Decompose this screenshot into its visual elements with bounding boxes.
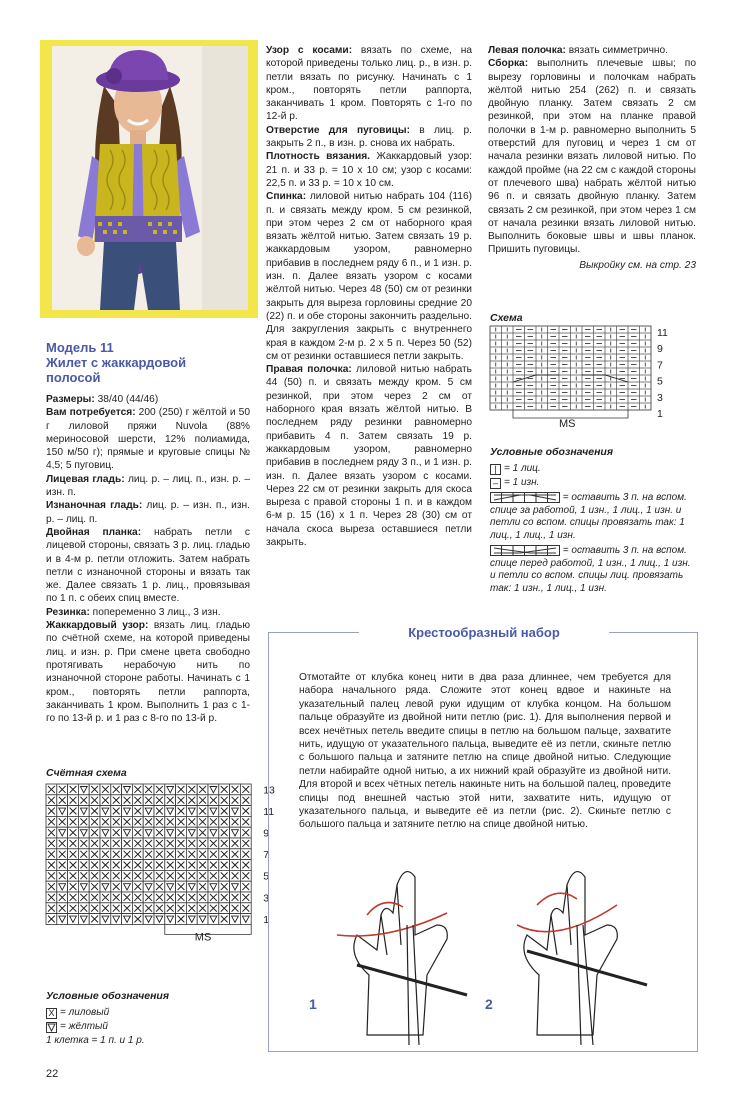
model-number: Модель 11	[46, 340, 114, 355]
counting-chart	[40, 780, 275, 980]
materials-value: 200 (250) г жёлтой и 50 г лиловой пряжи Nuvola (88% мериносовой шерсти, 12% полиамида, 150 м/50 г); прямые и круговые спицы № 4,5; 5 пуговиц.	[46, 407, 250, 472]
page-number: 22	[46, 1068, 59, 1080]
legend-purl-text: = 1 изн.	[504, 477, 540, 488]
legend-yellow	[46, 1020, 256, 1034]
hand-figure-1	[337, 872, 467, 1045]
purl-symbol-box: –	[490, 478, 501, 489]
scheme-row-label: 5	[657, 375, 663, 388]
chart-ms-label: MS	[194, 931, 212, 944]
figure-1-number: 1	[309, 996, 317, 1012]
left-column	[46, 340, 250, 725]
cross-back-symbol	[490, 492, 560, 503]
legend-purl	[490, 476, 698, 490]
drop-symbol-box	[46, 1022, 57, 1033]
sizes-value: 38/40 (44/46)	[94, 394, 159, 405]
scheme-row-label: 11	[657, 327, 668, 339]
sizes-paragraph	[46, 393, 250, 406]
scheme-legend-title: Условные обозначения	[490, 446, 614, 458]
pattern-reference: Выкройку см. на стр. 23	[579, 259, 696, 271]
model-name-line2: полосой	[46, 370, 101, 385]
density-paragraph	[266, 150, 472, 190]
buttonhole-label: Отверстие для пуговицы:	[266, 124, 410, 136]
cast-on-illustrations	[297, 855, 677, 1045]
legend-cell-text: 1 клетка = 1 п. и 1 р.	[46, 1035, 145, 1046]
chart-row-label: 5	[263, 870, 270, 883]
double-band-value: набрать петли с лицевой стороны, связать 3 р. лиц. гладью и в 4-м р. петли отложить. Затем набрать петли с изнаночной стороны и вязать так же. Далее связать 1 р. лиц., провязывая по 1 п. с обеих спиц вместе.	[46, 526, 250, 605]
assembly-label: Сборка:	[488, 58, 529, 70]
purl-stitch-paragraph	[46, 499, 250, 526]
model-photo	[40, 40, 258, 318]
jacquard-value: вязать лиц. гладью по счётной схеме, на которой приведены лиц. и изн. р. При смене цвета свободно протягивать нерабочую нить по изнаночной стороне работы. Начинать с 1 кром., повторять петли раппорта, заканчивать 1 кром. Выполнить 1 раз с 1-го по 13-й р. и 1 раз с 8-го по 13-й р.	[46, 620, 251, 725]
cable-label: Узор с косами:	[266, 45, 353, 56]
knit-symbol-box: |	[490, 464, 501, 475]
left-front-value: вязать симметрично.	[565, 45, 669, 56]
photo-image	[52, 46, 248, 310]
cable-value: вязать по схеме, на которой приведены только лиц. р., в изн. р. петли вязать по рисунку. Начинать с 1 кром., повторять петли раппорта, заканчивать 1 кром. Повторять с 1-го по 12-й р.	[266, 45, 472, 123]
sizes-label: Размеры:	[46, 394, 95, 405]
legend-yellow-text: = жёлтый	[60, 1021, 108, 1032]
rib-paragraph	[46, 606, 250, 619]
legend-cross-back	[490, 492, 698, 542]
middle-column	[266, 44, 472, 549]
rib-value: попеременно 3 лиц., 3 изн.	[89, 606, 221, 618]
right-front-label: Правая полочка:	[266, 364, 352, 376]
right-column	[488, 44, 696, 272]
materials-paragraph	[46, 406, 250, 472]
face-stitch-value: лиц. р. – лиц. п., изн. р. – изн. п.	[46, 473, 250, 499]
scheme-row-label: 7	[657, 359, 663, 372]
legend-purple	[46, 1006, 256, 1020]
legend-cross-back-text: = оставить 3 п. на вспом. спице за работой, 1 изн., 1 лиц., 1 изн. и петли со вспом. спицы провязать так: 1 лиц., 1 лиц., 1 изн.	[490, 492, 687, 541]
chart-row-label: 3	[263, 892, 270, 905]
jacquard-paragraph	[46, 619, 250, 725]
materials-label: Вам потребуется:	[46, 407, 136, 419]
counting-chart-title: Счётная схема	[46, 767, 127, 779]
assembly-value: выполнить плечевые швы; по вырезу горловины и полочкам набрать жёлтой нитью 254 (262) п. и связать двойную планку. Затем связать 2 см резинкой, при этом на планке правой полочки в 1-м р. равномерно выполнить 5 отверстий для пуговиц и через 1 см от начала резинки вязать лиловой нитью. По каждой пройме (на 22 см с каждой стороны от плечевого шва) набрать жёлтой нитью 96 п. и связать двойную планку. Затем связать 2 см резинкой, при этом через 1 см от начала резинки вязать лиловой нитью. Выполнить боковые швы и швы планок. Пришить пуговицы.	[488, 58, 696, 256]
model-name-line1: Жилет с жаккардовой	[46, 355, 187, 370]
model-title	[46, 340, 250, 385]
scheme-row-label: 1	[657, 408, 663, 420]
scheme-ms-label: MS	[559, 418, 576, 430]
back-paragraph	[266, 190, 472, 363]
cable-scheme	[488, 324, 688, 428]
cross-front-symbol	[490, 545, 560, 556]
cross-symbol-box: X	[46, 1008, 57, 1019]
face-stitch-paragraph	[46, 473, 250, 500]
chart-legend	[46, 990, 256, 1048]
assembly-paragraph	[488, 57, 696, 256]
back-label: Спинка:	[266, 191, 307, 203]
chart-row-label: 7	[263, 849, 270, 862]
back-value: лиловой нитью набрать 104 (116) п. и связать между кром. 5 см резинкой, при этом через 2 см от наборного края вязать жёлтой нитью. Затем связать 19 р. жаккардовым узором, равномерно прибавив в последнем ряду 6 п., и 1 изн. р. изн. п. Далее вязать узором с косами жёлтой нитью. Через 48 (50) см от резинки закрыть для выреза горловины средние 20 (22) п. и обе стороны закончить раздельно. Для закругления закрыть с внутреннего края в каждом 2-м р. 2 х 5 п. Через 50 (52) см от резинки оставшиеся петли закрыть.	[266, 191, 472, 362]
cast-on-box	[268, 625, 698, 1052]
model-illustration	[52, 46, 248, 310]
legend-knit	[490, 462, 698, 476]
buttonhole-value: в лиц. р. закрыть 2 п., в изн. р. снова их набрать.	[266, 124, 473, 150]
buttonhole-paragraph	[266, 124, 472, 151]
figure-2-number: 2	[485, 996, 493, 1012]
chart-row-label: 1	[263, 913, 270, 926]
double-band-label: Двойная планка:	[46, 526, 142, 538]
scheme-legend	[490, 446, 698, 595]
face-stitch-label: Лицевая гладь:	[46, 473, 125, 485]
chart-row-label: 13	[263, 784, 275, 797]
purl-stitch-value: лиц. р. – изн. п., изн. р. – лиц. п.	[46, 500, 250, 525]
cast-on-text: Отмотайте от клубка конец нити в два раза длиннее, чем требуется для набора начального ряда. Сложите этот конец вдвое и накиньте на указательный палец левой руки идущим от клубка концом. На большом пальце образуйте из двойной нити петлю (рис. 1). Для выполнения первой и всех нечётных петель введите спицы в петлю на большом пальце, захватите нить, идущую от указательного пальца, выведите её из петли, скиньте петлю с большого пальца и затяните петлю на спице двойной нитью. Следующие петли набирайте одной нитью, а их нижний край образуйте из двойной нити. Для второй и всех чётных петель накиньте нить на большой палец, проведите спицы под внешней частью этой нити, захватите нить, идущую от указательного пальца, и выведите её из петли (рис. 2). Скиньте петлю с большого пальца и затяните петлю на спице двойной нитью.	[299, 672, 671, 831]
double-band-paragraph	[46, 526, 250, 606]
scheme-row-label: 9	[657, 343, 663, 356]
left-front-label: Левая полочка:	[488, 45, 566, 56]
scheme-row-label: 3	[657, 391, 663, 404]
rib-label: Резинка:	[46, 606, 90, 618]
scheme-title: Схема	[490, 312, 523, 324]
jacquard-label: Жаккардовый узор:	[46, 620, 149, 632]
left-front-paragraph	[488, 44, 696, 57]
chart-row-label: 11	[263, 805, 275, 818]
cast-on-title: Крестообразный набор	[359, 624, 609, 642]
legend-cross-front-text: = оставить 3 п. на вспом. спице перед работой, 1 изн., 1 лиц., 1 изн. и петли со вспом. спицы лиц. провязать так: 1 изн., 1 лиц., 1 изн.	[490, 545, 691, 594]
cable-paragraph	[266, 44, 472, 124]
legend-purple-text: = лиловый	[60, 1007, 110, 1018]
density-label: Плотность вязания.	[266, 151, 370, 163]
legend-knit-text: = 1 лиц.	[504, 463, 541, 474]
purl-stitch-label: Изнаночная гладь:	[46, 500, 143, 512]
right-front-value: лиловой нитью набрать 44 (50) п. и связать между кром. 5 см резинкой, при этом через 2 см от наборного края вязать жёлтой нитью. В последнем ряду резинки равномерно прибавить 4 п. Затем связать 19 р. жаккардовым узором, равномерно прибавив в последнем ряду 3 п., и 1 изн. р. изн. п. Далее вязать узором с косами. Через 22 см от резинки закрыть для скоса выреза с правой стороны 1 п. и в каждом 6-м р. 15 (16) х 1 п. Через 28 (30) см от начала скоса выреза оставшиеся петли закрыть.	[266, 364, 472, 548]
hand-figure-2	[517, 872, 647, 1045]
chart-row-label: 9	[263, 827, 270, 840]
right-front-paragraph	[266, 363, 472, 549]
scheme-ms-bracket	[513, 410, 628, 418]
density-value: Жаккардовый узор: 21 п. и 33 р. = 10 х 10 см; узор с косами: 22,5 п. и 33 р. = 10 х 10 см.	[266, 151, 472, 189]
chart-legend-title: Условные обозначения	[46, 990, 170, 1002]
legend-cross-front	[490, 545, 698, 595]
